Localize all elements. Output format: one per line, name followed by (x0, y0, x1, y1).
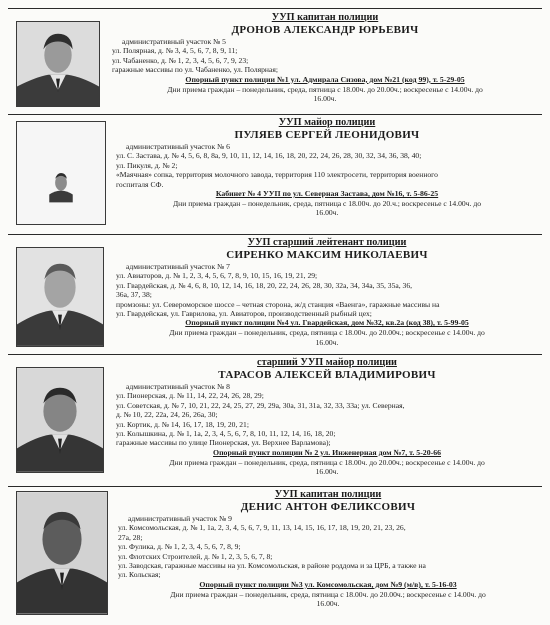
address-line: ул. Фулика, д. № 1, 2, 3, 4, 5, 6, 7, 8, 9; (118, 542, 241, 552)
officer-photo (16, 121, 106, 225)
address-line: ул. Кольская; (118, 570, 161, 580)
officer-name: ТАРАСОВ АЛЕКСЕЙ ВЛАДИМИРОВИЧ (218, 369, 436, 381)
address-line: ул. Пикуля, д. № 2; (116, 160, 178, 170)
officer-details (112, 37, 538, 103)
officer-details (116, 382, 538, 477)
address-line: д. № 10, 22, 22а, 24, 26, 26а, 30; (116, 410, 218, 420)
reception-hours: Дни приема граждан – понедельник, среда, пятница с 18.00ч. до 20.00ч.; воскресенье с 14.00ч. до (169, 457, 485, 467)
officer-name: ДРОНОВ АЛЕКСАНДР ЮРЬЕВИЧ (231, 24, 419, 36)
reception-hours-end: 16.00ч. (316, 599, 340, 609)
officer-info (118, 489, 538, 609)
address-line: ул. Кортик, д. № 14, 16, 17, 18, 19, 20, 21; (116, 419, 249, 429)
address-line: ул. Советская, д. № 7, 10, 21, 22, 24, 25, 27, 29, 29а, 30а, 31, 31а, 32, 33, 33а; ул. Северная, (116, 400, 405, 410)
address-line: ул. Флотских Строителей, д. № 1, 2, 3, 5, 6, 7, 8; (118, 551, 273, 561)
officer-photo (16, 491, 108, 615)
address-line: ул. Гвардейская, д. № 4, 6, 8, 10, 12, 14, 16, 18, 20, 22, 24, 26, 28, 30, 32а, 34, 34а, 35, 35а, 36, (116, 280, 413, 290)
portrait-icon (17, 368, 103, 472)
portrait-icon (17, 492, 107, 614)
reception-hours: Дни приема граждан – понедельник, среда, пятница с 18.00ч. до 20.00ч.; воскресенье с 14.00ч. до (170, 589, 486, 599)
district-number: административный участок № 7 (126, 262, 230, 271)
address-line: 36а, 37, 38; (116, 290, 152, 300)
officer-name: СИРЕНКО МАКСИМ НИКОЛАЕВИЧ (226, 249, 428, 261)
address-line: гаражные массивы по ул. Чабаненко, ул. Полярная; (112, 65, 278, 75)
officer-rank: УУП капитан полиции (274, 489, 382, 500)
officer-details (116, 262, 538, 347)
address-line: ул. Полярная, д. № 3, 4, 5, 6, 7, 8, 9, 11; (112, 46, 238, 56)
address-line: ул. Гвардейская, ул. Гаврилова, ул. Авиаторов, производственный рыбный цех; (116, 309, 372, 319)
officer-info (116, 117, 538, 218)
officer-name: ДЕНИС АНТОН ФЕЛИКСОВИЧ (240, 501, 416, 513)
officer-card-tarasov (8, 354, 542, 484)
reception-hours: Дни приема граждан – понедельник, среда, пятница с 18.00ч. до 20.ч.; воскресенье с 14.00ч. до (173, 199, 481, 209)
address-line: 27а, 28; (118, 532, 143, 542)
district-number: административный участок № 9 (128, 514, 232, 523)
portrait-icon (17, 22, 99, 106)
office-address: Опорный пункт полиции №1 ул. Адмирала Сизова, дом №21 (код 99), т. 5-29-05 (185, 74, 465, 84)
address-line: ул. Чабаненко, д. № 1, 2, 3, 4, 5, 6, 7, 9, 23; (112, 55, 249, 65)
officer-name: ПУЛЯЕВ СЕРГЕЙ ЛЕОНИДОВИЧ (234, 129, 420, 141)
reception-hours-end: 16.00ч. (313, 94, 337, 104)
address-line: ул. Пионерская, д. № 11, 14, 22, 24, 26, 28, 29; (116, 391, 264, 401)
officer-info (116, 237, 538, 347)
officer-card-pulyaev (8, 114, 542, 232)
portrait-icon (17, 122, 105, 224)
office-address: Опорный пункт полиции №3 ул. Комсомольская, дом №9 (м/в), т. 5-16-03 (199, 579, 457, 589)
officer-rank: УУП старший лейтенант полиции (247, 237, 407, 248)
officer-details (118, 514, 538, 609)
officer-info (116, 357, 538, 477)
office-address: Кабинет № 4 УУП по ул. Северная Застава, дом №16, т. 5-86-25 (215, 189, 439, 199)
reception-hours-end: 16.00ч. (315, 208, 339, 218)
address-line: ул. Комсомольская, д. № 1, 1а, 2, 3, 4, 5, 6, 7, 9, 11, 13, 14, 15, 16, 17, 18, 19, 20, 21, 23, 26, (118, 523, 406, 533)
officer-photo (16, 367, 104, 473)
reception-hours: Дни приема граждан – понедельник, среда, пятница с 18.00ч. до 20.00ч.; воскресенье с 14.00ч. до (169, 328, 485, 338)
reception-hours-end: 16.00ч. (315, 337, 339, 347)
district-number: административный участок № 6 (126, 142, 230, 151)
officer-card-sirenko (8, 234, 542, 352)
address-line: ул. Заводская, гаражные массивы на ул. Комсомольская, в районе роддома и за ЦРБ, а также на (118, 561, 426, 571)
officer-rank: старший УУП майор полиции (257, 357, 397, 368)
officer-info (112, 12, 538, 103)
address-line: ул. С. Застава, д. № 4, 5, 6, 8, 8а, 9, 10, 11, 12, 14, 16, 18, 20, 22, 24, 26, 28, 30, 32, 34, 36, 38, 40; (116, 151, 422, 161)
officer-details (116, 142, 538, 218)
office-address: Опорный пункт полиции № 2 ул. Инженерная дом №7, т. 5-20-66 (213, 447, 441, 457)
reception-hours: Дни приема граждан – понедельник, среда, пятница с 18.00ч. до 20.00ч.; воскресенье с 14.00ч. до (167, 84, 483, 94)
address-line: ул. Авиаторов, д. № 1, 2, 3, 4, 5, 6, 7, 8, 9, 10, 15, 16, 19, 21, 29; (116, 271, 318, 281)
officer-card-dronov (8, 8, 542, 112)
officer-photo (16, 21, 100, 107)
address-line: ул. Колышкина, д. № 1, 1а, 2, 3, 4, 5, 6, 7, 8, 10, 11, 12, 14, 16, 18, 20; (116, 429, 336, 439)
officer-rank: УУП капитан полиции (271, 12, 379, 23)
address-line: госпиталя СФ. (116, 179, 164, 189)
address-line: промзоны: ул. Североморское шоссе – четная сторона, ж/д станция «Ваенга», гаражные массивы на (116, 299, 440, 309)
reception-hours-end: 16.00ч. (315, 467, 339, 477)
portrait-icon (17, 248, 103, 346)
address-line: гаражные массивы по улице Пионерская, ул. Верхнее Варламова); (116, 438, 331, 448)
officer-photo (16, 247, 104, 347)
district-number: административный участок № 5 (122, 37, 226, 46)
officer-card-denis (8, 486, 542, 618)
office-address: Опорный пункт полиции №4 ул. Гвардейская, дом №32, кв.2а (код 38), т. 5-99-05 (185, 318, 469, 328)
officer-rank: УУП майор полиции (278, 117, 376, 128)
district-number: административный участок № 8 (126, 382, 230, 391)
address-line: «Маячная» сопка, территория молочного завода, территория 110 электросети, территория военного (116, 170, 438, 180)
